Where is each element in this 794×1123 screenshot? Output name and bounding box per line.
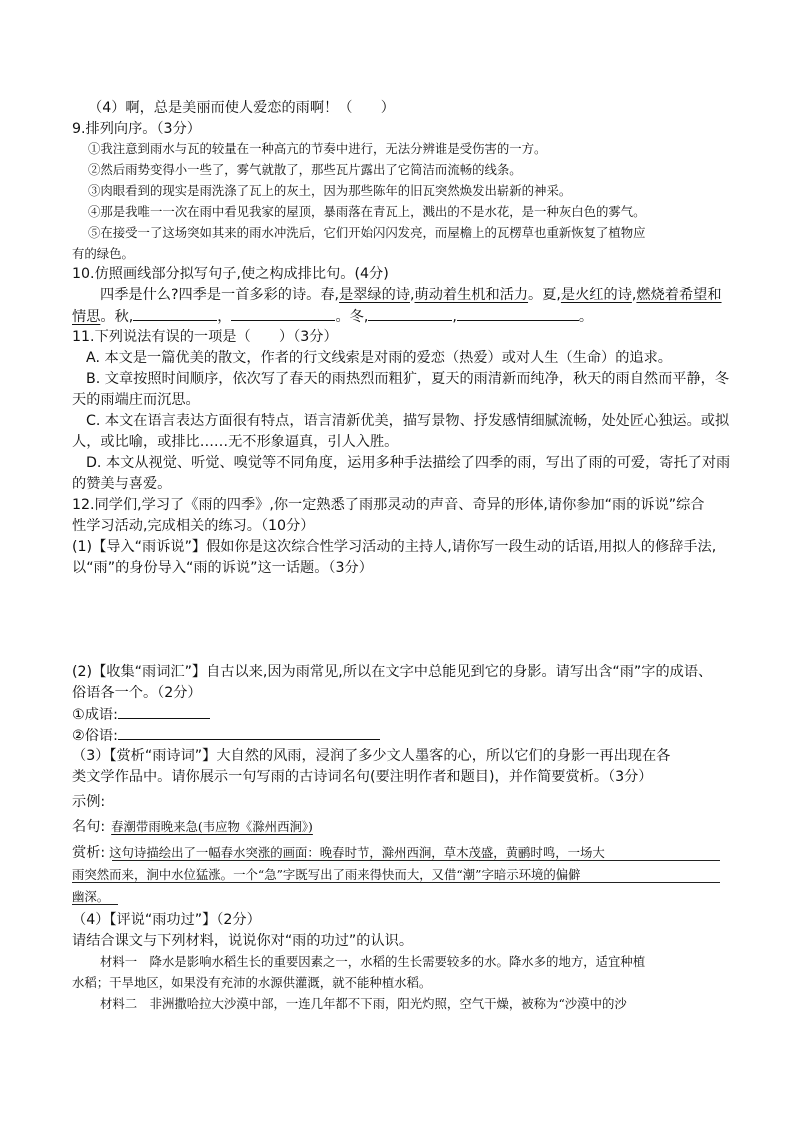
appreciation-underline: [72, 882, 720, 883]
appreciation-text: 这句诗描绘出了一幅春水突涨的画面：晚春时节，滁州西涧，草木茂盛，黄鹂时鸣，一场大: [109, 845, 605, 860]
q12-title: 12.同学们,学习了《雨的四季》,你一定熟悉了雨那灵动的声音、奇异的形体,请你参加“雨的诉说”综合: [72, 497, 705, 513]
answer-blank[interactable]: [457, 307, 579, 321]
famous-line-label: 名句:: [72, 819, 106, 835]
q12-part4-prompt: 请结合课文与下列材料，说说你对“雨的功过”的认识。: [72, 933, 414, 949]
q10-underlined-phrase: 是火红的诗: [560, 287, 632, 303]
q12-part2-cont: 俗语各一个。（2分）: [72, 685, 202, 701]
q10-text: 。秋,: [100, 309, 134, 325]
q11-title: 11.下列说法有误的一项是（ ）（3分）: [72, 329, 338, 345]
q9-item: ①我注意到雨水与瓦的较量在一种高亢的节奏中进行，无法分辨谁是受伤害的一方。: [88, 141, 547, 156]
q12-part2: (2)【收集“雨词汇”】自古以来,因为雨常见,所以在文字中总能见到它的身影。请写出含“雨”字的成语、: [72, 664, 713, 680]
appreciation-label: 赏析:: [72, 845, 106, 861]
q10-underlined-phrase: 燃烧着希望和: [636, 287, 722, 303]
appreciation-underline: [112, 860, 720, 861]
idiom-label: ①成语:: [72, 707, 118, 723]
q12-part1-cont: 以“雨”的身份导入“雨的诉说”这一话题。（3分）: [72, 560, 373, 576]
q10-text: 。: [578, 309, 594, 325]
q9-item: ③肉眼看到的现实是雨洗涤了瓦上的灰土，因为那些陈年的旧瓦突然焕发出崭新的神采。: [88, 183, 572, 198]
saying-label: ②俗语:: [72, 728, 118, 744]
appreciation-text-cont: 雨突然而来，涧中水位猛涨。一个“急”字既写出了雨来得快而大，又借“潮”字暗示环境的偏僻: [72, 867, 581, 882]
q10-text: ,: [452, 309, 457, 325]
q10-text: ,: [631, 287, 637, 303]
q12-part3-cont: 类文学作品中。请你展示一句写雨的古诗词名句(要注明作者和题目)，并作简要赏析。（3分）: [72, 769, 653, 785]
q11-option-b-cont: 天的雨端庄而沉思。: [72, 392, 200, 408]
q10-underlined-phrase: 情思: [72, 309, 101, 325]
answer-blank[interactable]: [133, 307, 217, 321]
answer-blank[interactable]: [368, 307, 452, 321]
q10-underlined-phrase: 萌动着生机和活力: [414, 287, 529, 303]
q9-title: 9.排列向序。（3分）: [72, 121, 201, 137]
material-one: 材料一 降水是影响水稻生长的重要因素之一，水稻的生长需要较多的水。降水多的地方，适宜种植: [100, 954, 646, 969]
material-two: 材料二 非洲撒哈拉大沙漠中部，一连几年都不下雨，阳光灼照，空气干燥，被称为“沙漠中的沙: [100, 996, 627, 1011]
q10-sentence-line2: [72, 307, 593, 326]
q10-text: 四季是什么?四季是一首多彩的诗。春,: [100, 287, 340, 303]
q12-part3: （3）【赏析“雨诗词”】大自然的风雨，浸润了多少文人墨客的心，所以它们的身影一再出现在各: [72, 748, 671, 764]
material-one-cont: 水稻；干旱地区，如果没有充沛的水源供灌溉，就不能种植水稻。: [72, 975, 432, 990]
q11-option-a: A. 本文是一篇优美的散文，作者的行文线索是对雨的爱恋（热爱）或对人生（生命）的追求。: [86, 350, 672, 366]
q9-item: 有的绿色。: [72, 246, 134, 261]
q11-option-b: B. 文章按照时间顺序，依次写了春天的雨热烈而粗犷，夏天的雨清新而纯净，秋天的雨自然而平静，冬: [86, 371, 730, 387]
famous-line-row: [72, 818, 313, 836]
q10-sentence-line1: [100, 286, 722, 304]
q11-option-c-cont: 人，或比喻，或排比……无不形象逼真，引人入胜。: [72, 434, 399, 450]
q9-item: ⑤在接受一了这场突如其来的雨水冲洗后，它们开始闪闪发亮，而屋檐上的瓦楞草也重新恢复了植物应: [88, 225, 646, 240]
q8-item-4: （4）啊，总是美丽而使人爱恋的雨啊！（ ）: [88, 100, 395, 116]
appreciation-underline: [72, 904, 118, 905]
q10-text: ，: [217, 309, 232, 325]
q10-title: 10.仿照画线部分拟写句子,使之构成排比句。(4分): [72, 266, 389, 282]
q10-underlined-phrase: 是翠绿的诗: [339, 287, 410, 303]
answer-blank[interactable]: [231, 307, 335, 321]
q12-part1: (1)【导入“雨诉说”】假如你是这次综合性学习活动的主持人,请你写一段生动的话语,用拟人的修辞手法,: [72, 539, 717, 555]
saying-blank[interactable]: [118, 726, 380, 740]
q12-part4: （4）【评说“雨功过”】（2分）: [72, 912, 261, 928]
q10-text: 。夏,: [528, 287, 561, 303]
q12-title-cont: 性学习活动,完成相关的练习。（10分）: [72, 518, 315, 534]
q9-item: ②然后雨势变得小一些了，雾气就散了，那些瓦片露出了它简洁而流畅的线条。: [88, 162, 522, 177]
appreciation-text-end: 幽深。: [72, 889, 110, 904]
q9-item: ④那是我唯一一次在雨中看见我家的屋顶，暴雨落在青瓦上，溅出的不是水花，是一种灰白色的雾气。: [88, 204, 646, 219]
q10-text: ,: [410, 287, 415, 303]
idiom-answer-line: [72, 705, 210, 724]
example-label: 示例:: [72, 794, 106, 810]
q11-option-c: C. 本文在语言表达方面很有特点，语言清新优美，描写景物、抒发感情细腻流畅，处处匠心独运。或拟: [86, 413, 730, 429]
q10-text: 。冬,: [335, 309, 369, 325]
q11-option-d: D. 本文从视觉、听觉、嗅觉等不同角度，运用多种手法描绘了四季的雨，写出了雨的可爱，寄托了对雨: [86, 455, 731, 471]
famous-line-text: 春潮带雨晚来急(韦应物《滁州西涧》): [111, 819, 313, 834]
q11-option-d-cont: 的赞美与喜爱。: [72, 476, 172, 492]
idiom-blank[interactable]: [118, 705, 210, 719]
saying-answer-line: [72, 726, 380, 745]
